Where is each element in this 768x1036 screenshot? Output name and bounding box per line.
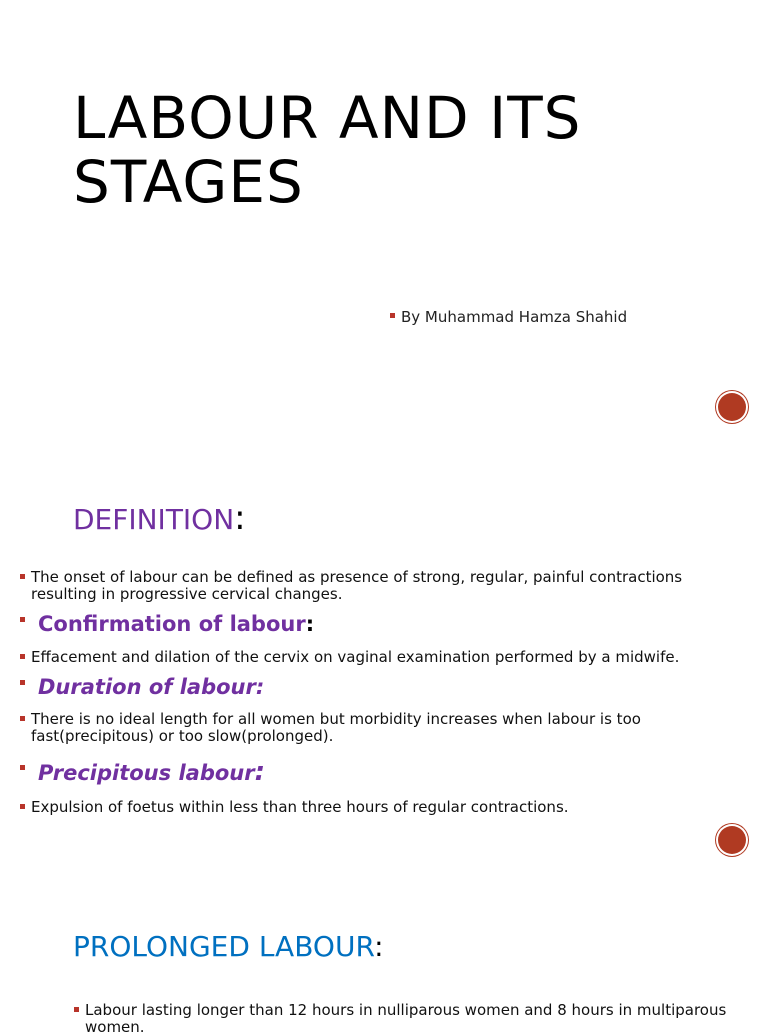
- subheading-duration: [20, 675, 264, 699]
- bullet-icon: [20, 617, 25, 622]
- list-item-text: Effacement and dilation of the cervix on vaginal examination performed by a midwife.: [31, 648, 680, 666]
- slide-definition: [0, 432, 768, 864]
- title-line-2: STAGES: [73, 148, 304, 216]
- bullet-icon: [20, 716, 25, 721]
- list-item-text: The onset of labour can be defined as presence of strong, regular, painful contractions resulting in progressive cervical changes.: [31, 568, 683, 603]
- section-title-text: DEFINITION: [73, 503, 235, 536]
- list-item: [74, 1002, 734, 1036]
- bullet-icon: [20, 654, 25, 659]
- section-title: [73, 498, 246, 538]
- subheading-colon: :: [254, 757, 265, 787]
- subheading-text: Duration of labour:: [38, 675, 265, 699]
- slide-prolonged-labour: [0, 864, 768, 1036]
- page-title: [73, 86, 581, 214]
- subheading-confirmation: [20, 612, 314, 636]
- section-title-text: PROLONGED LABOUR: [73, 930, 375, 963]
- section-title-colon: :: [234, 498, 246, 538]
- list-item-text: Expulsion of foetus within less than three hours of regular contractions.: [31, 798, 569, 816]
- list-item: [20, 711, 750, 745]
- list-item: [20, 799, 569, 816]
- subheading-colon: :: [305, 612, 315, 636]
- list-item-text: Labour lasting longer than 12 hours in nulliparous women and 8 hours in multiparous women.: [85, 1001, 727, 1036]
- bullet-icon: [20, 765, 25, 770]
- slide-title: [0, 0, 768, 432]
- title-line-1: LABOUR AND ITS: [73, 84, 582, 152]
- subheading-text: Confirmation of labour: [38, 612, 306, 636]
- prolonged-list: [74, 1002, 734, 1036]
- section-title-colon: :: [374, 930, 384, 963]
- author-text: By Muhammad Hamza Shahid: [401, 308, 628, 326]
- section-title: [73, 930, 384, 963]
- bullet-icon: [390, 313, 395, 318]
- author-byline: [390, 308, 627, 326]
- circle-ornament-icon: [718, 826, 746, 854]
- bullet-icon: [20, 680, 25, 685]
- bullet-icon: [20, 574, 25, 579]
- subheading-precipitous: [20, 757, 265, 787]
- list-item: [20, 569, 750, 603]
- list-item-text: There is no ideal length for all women but morbidity increases when labour is too fast(precipitous) or too slow(prolonged).: [31, 710, 641, 745]
- circle-ornament-icon: [718, 393, 746, 421]
- list-item: [20, 649, 679, 666]
- subheading-text: Precipitous labour: [38, 761, 255, 785]
- bullet-icon: [20, 804, 25, 809]
- bullet-icon: [74, 1007, 79, 1012]
